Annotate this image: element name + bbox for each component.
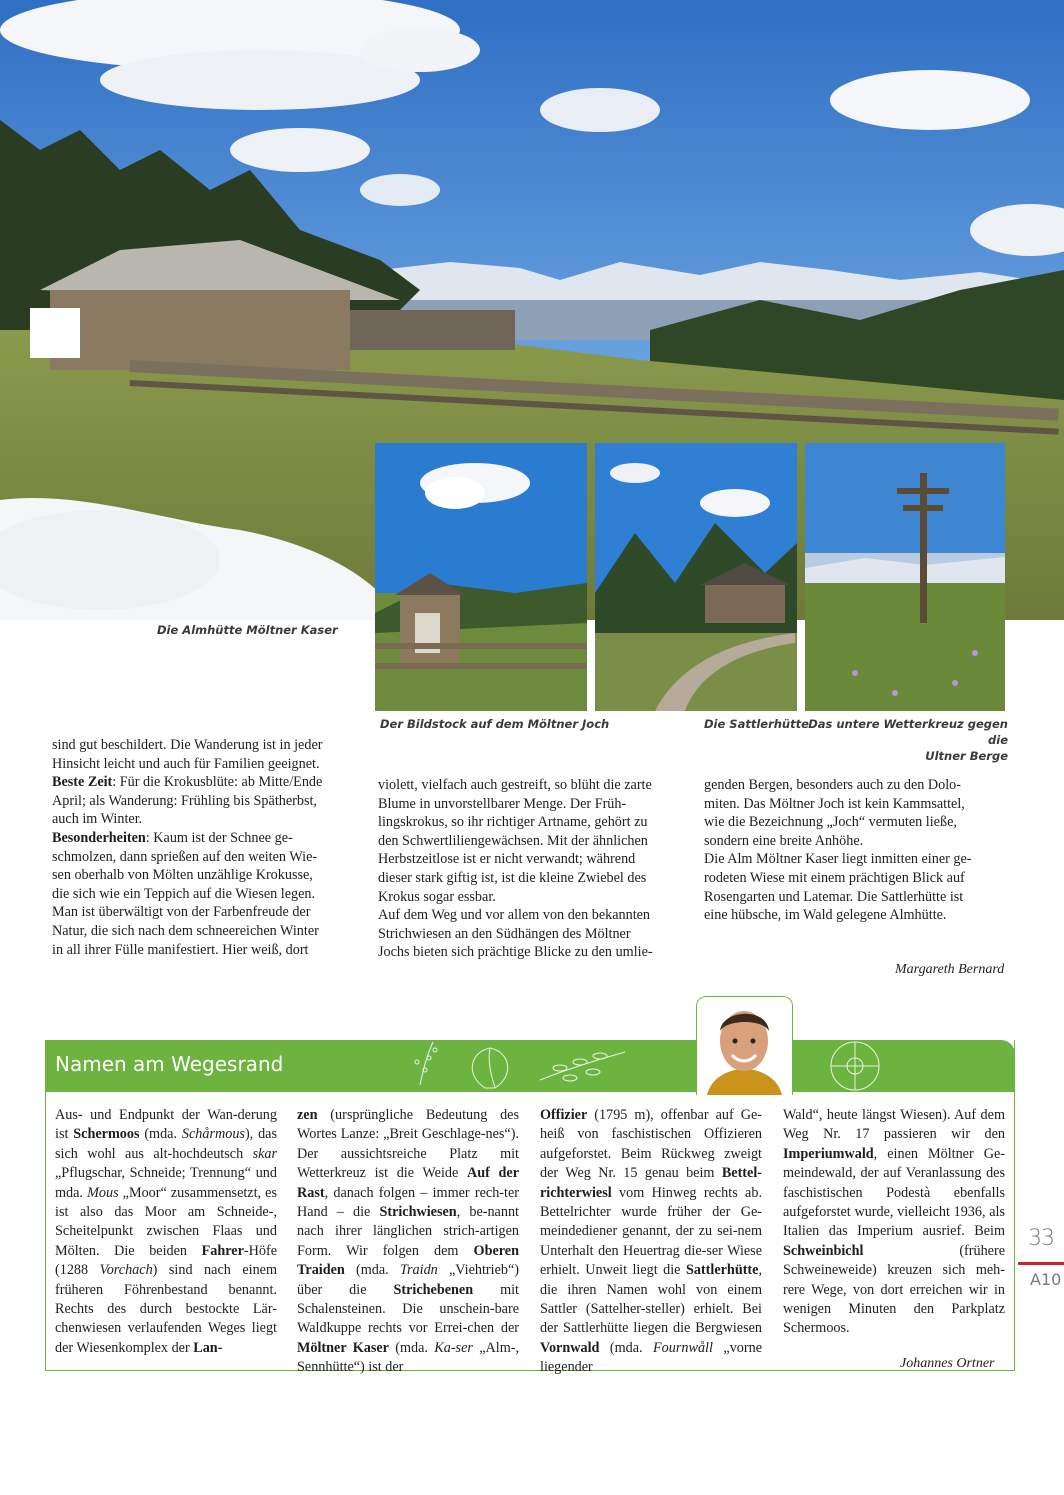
dialect-term: skar [252,1145,277,1162]
text-line: Natur, die sich nach dem schneereichen Winter [52,922,319,939]
dialect-term: Vorchach [99,1262,153,1279]
text-line: violett, vielfach auch gestreift, so blüht die zarte [378,777,652,793]
text-line: sen oberhalb von Mölten unzählige Krokusse, [52,867,313,884]
text-line: die sich wie ein Teppich auf die Wiesen legen. [52,885,316,902]
box-author-signature: Johannes Ortner [900,1356,995,1371]
names-box-column-2 [297,1106,519,1378]
text-span: (mda. [599,1339,654,1356]
place-name: zen [297,1107,318,1123]
place-name: Bettel-richterwiesl [540,1165,762,1201]
text-span: (frühere Schweineweide) kreuzen sich meh-rere Wege, von dort erreichen wir in wenigen Minuten den Parkplatz Schermoos. [783,1242,1005,1337]
place-name: Möltner Kaser [297,1339,389,1356]
text-span: „vorne liegender [540,1339,762,1376]
text-line: genden Bergen, besonders auch zu den Dolo- [704,777,962,793]
text-span: ), das sich wohl aus alt-hochdeutsch [55,1126,277,1162]
place-name: Schweinbichl [783,1242,864,1259]
caption-wetterkreuz-line1: Das untere Wetterkreuz gegen die [808,717,1008,747]
text-line: Jochs bieten sich prächtige Blicke zu den umlie- [378,944,653,961]
photo-sattlerhuette [595,443,797,711]
text-line: lingskrokus, so ihr richtiger Artname, gehört zu [378,814,648,831]
page-number-rule [1018,1262,1064,1265]
place-name: Strichebenen [393,1281,474,1298]
text-span: , be-nannt nach ihrer länglichen strich-artigen Form. Wir folgen dem [297,1204,519,1259]
names-box-column-4 [783,1106,1005,1339]
place-name: Imperiumwald [783,1145,874,1162]
text-span: vom Hinweg rechts ab. Bettelrichter wurde früher der Ge-meindediener genannt, der zu sei-nem Unterhalt den Heuertrag die-ser Wiese erhielt. Unweit liegt die [540,1184,762,1279]
caption-sattlerhuette: Die Sattlerhütte [704,717,809,731]
text-line: rodeten Wiese mit einem prächtigen Blick auf [704,869,965,886]
text-line: Auf dem Weg und vor allem von den bekannten [378,907,651,924]
text-line: in all ihrer Fülle manifestiert. Hier weiß, dort [52,941,309,958]
text-line: eine hübsche, im Wald gelegene Almhütte. [704,907,947,924]
place-name: Sattlerhütte [685,1262,759,1279]
text-span: „Viehtrieb“) über die [297,1262,519,1298]
article-column-3 [704,776,1014,925]
article-column-2 [378,776,688,962]
text-line: den Schwertliliengewächsen. Mit der ähnlichen [378,832,648,849]
text-span: mit Schalensteinen. Die unschein-bare Waldkuppe rechts vor Errei-chen der [297,1281,520,1337]
text-span: , danach folgen – immer rech-ter Hand – die [297,1184,519,1221]
caption-bildstock: Der Bildstock auf dem Möltner Joch [380,717,610,731]
label-besonderheiten: Besonderheiten [52,829,146,846]
text-line: April; als Wanderung: Frühling bis Spätherbst, [52,792,317,809]
text-line: miten. Das Möltner Joch ist kein Kammsattel, [704,795,965,812]
text-span: , einen Möltner Ge-meindewald, der auf Veranlassung des faschistischen Podestà ebenfalls aufgeforstet wurde, vielleicht 1936, als Italien das Imperium ausrief. Beim [783,1145,1005,1240]
article-column-1 [52,736,362,959]
text-line: dieser stark giftig ist, ist die kleine Zwiebel des [378,869,647,886]
text-line: Strichwiesen an den Südhängen des Möltner [378,925,631,942]
text-span: (ursprüngliche Bedeutung des Wortes Lanze: „Breit Geschlage-nes“). Der aussichtsreiche Platz mit Wetterkreuz ist die Weide [297,1107,519,1182]
text-line: wie die Bezeichnung „Joch“ vermuten ließe, [704,814,957,831]
text-span: „Alm-, Sennhütte“) ist der [297,1339,519,1376]
text-line [52,773,362,792]
text-line: Blume in unvorstellbarer Menge. Der Früh- [378,795,627,812]
text-span: : Für die Krokusblüte: ab Mitte/Ende [112,774,323,791]
place-name: Lan- [193,1339,223,1356]
label-beste-zeit: Beste Zeit [52,774,113,791]
text-line: sind gut beschildert. Die Wanderung ist in jeder [52,737,323,753]
text-line: Rosengarten und Latemar. Die Sattlerhütte ist [704,888,964,905]
names-box-column-3 [540,1106,762,1378]
text-line: schmolzen, dann sprießen auf den weiten Wie- [52,848,318,865]
text-line: Herbstzeitlose ist er nicht verwandt; während [378,851,636,868]
dialect-term: Mous [87,1184,119,1201]
text-line: Die Alm Möltner Kaser liegt inmitten einer ge- [704,851,972,868]
text-span: „Moor“ zusammensetzt, es ist also das Moor am Schneide-, Scheitelpunkt zwischen Flaas und Mölten. Die beiden [55,1184,277,1259]
text-line: Man ist überwältigt von der Farbenfreude der [52,904,311,921]
caption-wetterkreuz-line2: Ultner Berge [925,749,1008,763]
text-line: Krokus sogar essbar. [378,888,496,905]
text-span: (mda. [344,1262,400,1279]
text-span: -Höfe (1288 [55,1242,277,1279]
names-box-title: Namen am Wegesrand [55,1052,284,1076]
text-span: : Kaum ist der Schnee ge- [145,829,293,846]
place-name: Auf der Rast [297,1165,519,1201]
text-line [52,829,362,848]
place-name: Offizier [540,1107,588,1123]
names-box-column-1 [55,1106,277,1358]
place-name: Fahrer [201,1242,244,1259]
text-line: sondern eine breite Anhöhe. [704,832,864,849]
dialect-term: Traidn [399,1262,438,1279]
page-number: 33 [1028,1226,1054,1251]
text-span: ) sind nach einem früheren Föhrenbestand benannt. Rechts des durch bestockte Lär-chenwiesen verlaufenden Weges liegt der Wiesenkomplex der [55,1262,277,1356]
text-span: (1795 m), offenbar auf Ge-heiß von faschistischen Offizieren aufgeforstet. Beim Rückweg zweigt der Weg Nr. 15 genau beim [540,1107,762,1182]
author-signature: Margareth Bernard [895,962,1005,977]
author-portrait [696,996,793,1095]
text-span: (mda. [388,1339,435,1356]
text-line: auch im Winter. [52,811,143,828]
caption-main-photo: Die Almhütte Möltner Kaser [157,623,338,637]
text-span: , die ihren Namen wohl von einem Sattler (Sattelher-steller) erhielt. Bei der Sattlerhütte liegen die Bergwiesen [540,1262,762,1337]
place-name: Strichwiesen [379,1204,457,1221]
text-span: „Pflugschar, Schneide; Trennung“ und mda. [55,1165,277,1201]
place-name: Oberen Traiden [297,1242,519,1279]
place-name: Vornwald [540,1339,600,1356]
place-name: Schermoos [73,1126,140,1143]
dialect-term: Schårmous [181,1126,245,1143]
text-span: Wald“, heute längst Wiesen). Auf dem Weg Nr. 17 passieren wir den [783,1107,1005,1143]
dialect-term: Fournwåll [653,1339,713,1356]
text-span: (mda. [139,1126,182,1143]
photo-bildstock [375,443,587,711]
page-section: A10 [1030,1270,1062,1289]
dialect-term: Ka-ser [434,1339,473,1356]
text-line: Hinsicht leicht und auch für Familien geeignet. [52,755,320,772]
text-span: Aus- und Endpunkt der Wan-derung ist [55,1107,277,1143]
photo-wetterkreuz [805,443,1005,711]
caption-wetterkreuz [808,716,1008,764]
